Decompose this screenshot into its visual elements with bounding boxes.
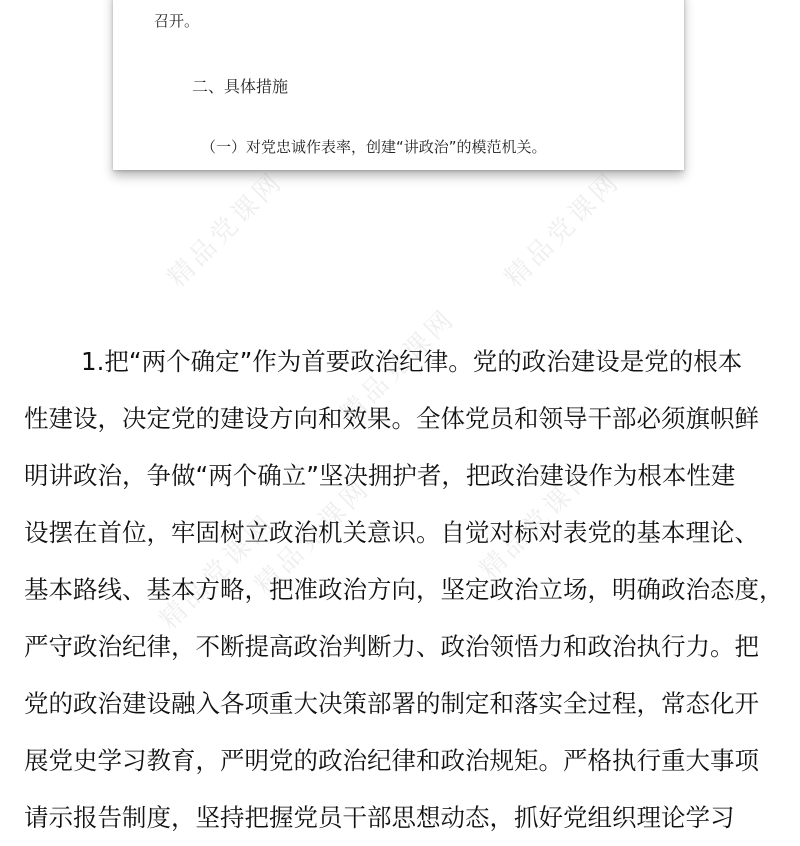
article-line: 严守政治纪律，不断提高政治判断力、政治领悟力和政治执行力。把 bbox=[24, 632, 759, 661]
article-body bbox=[24, 333, 784, 846]
watermark: 精品党课网 bbox=[499, 166, 627, 294]
article-line: 性建设，决定党的建设方向和效果。全体党员和领导干部必须旗帜鲜 bbox=[24, 404, 759, 433]
document-preview-card bbox=[113, 0, 684, 170]
watermark: 精品党课网 bbox=[249, 473, 377, 601]
preview-section-heading: 二、具体措施 bbox=[192, 77, 289, 96]
watermark: 精品党课网 bbox=[162, 166, 290, 294]
article-line: 展党史学习教育，严明党的政治纪律和政治规矩。严格执行重大事项 bbox=[24, 746, 759, 775]
article-line: 党的政治建设融入各项重大决策部署的制定和落实全过程，常态化开 bbox=[24, 689, 759, 718]
article-line: 1.把“两个确定”作为首要政治纪律。党的政治建设是党的根本 bbox=[81, 347, 743, 376]
article-line: 基本路线、基本方略，把准政治方向，坚定政治立场，明确政治态度， bbox=[24, 575, 784, 604]
article-line: 请示报告制度，坚持把握党员干部思想动态，抓好党组织理论学习 bbox=[24, 803, 735, 832]
preview-subsection-heading: （一）对党忠诚作表率，创建“讲政治”的模范机关。 bbox=[201, 138, 547, 156]
watermark: 精品党课网 bbox=[334, 303, 462, 431]
preview-text-line: 召开。 bbox=[154, 12, 200, 30]
article-line: 设摆在首位，牢固树立政治机关意识。自觉对标对表党的基本理论、 bbox=[24, 518, 759, 547]
article-line: 明讲政治，争做“两个确立”坚决拥护者，把政治建设作为根本性建 bbox=[24, 461, 736, 490]
watermark: 精品党课网 bbox=[154, 508, 282, 636]
watermark: 精品党课网 bbox=[474, 458, 602, 586]
